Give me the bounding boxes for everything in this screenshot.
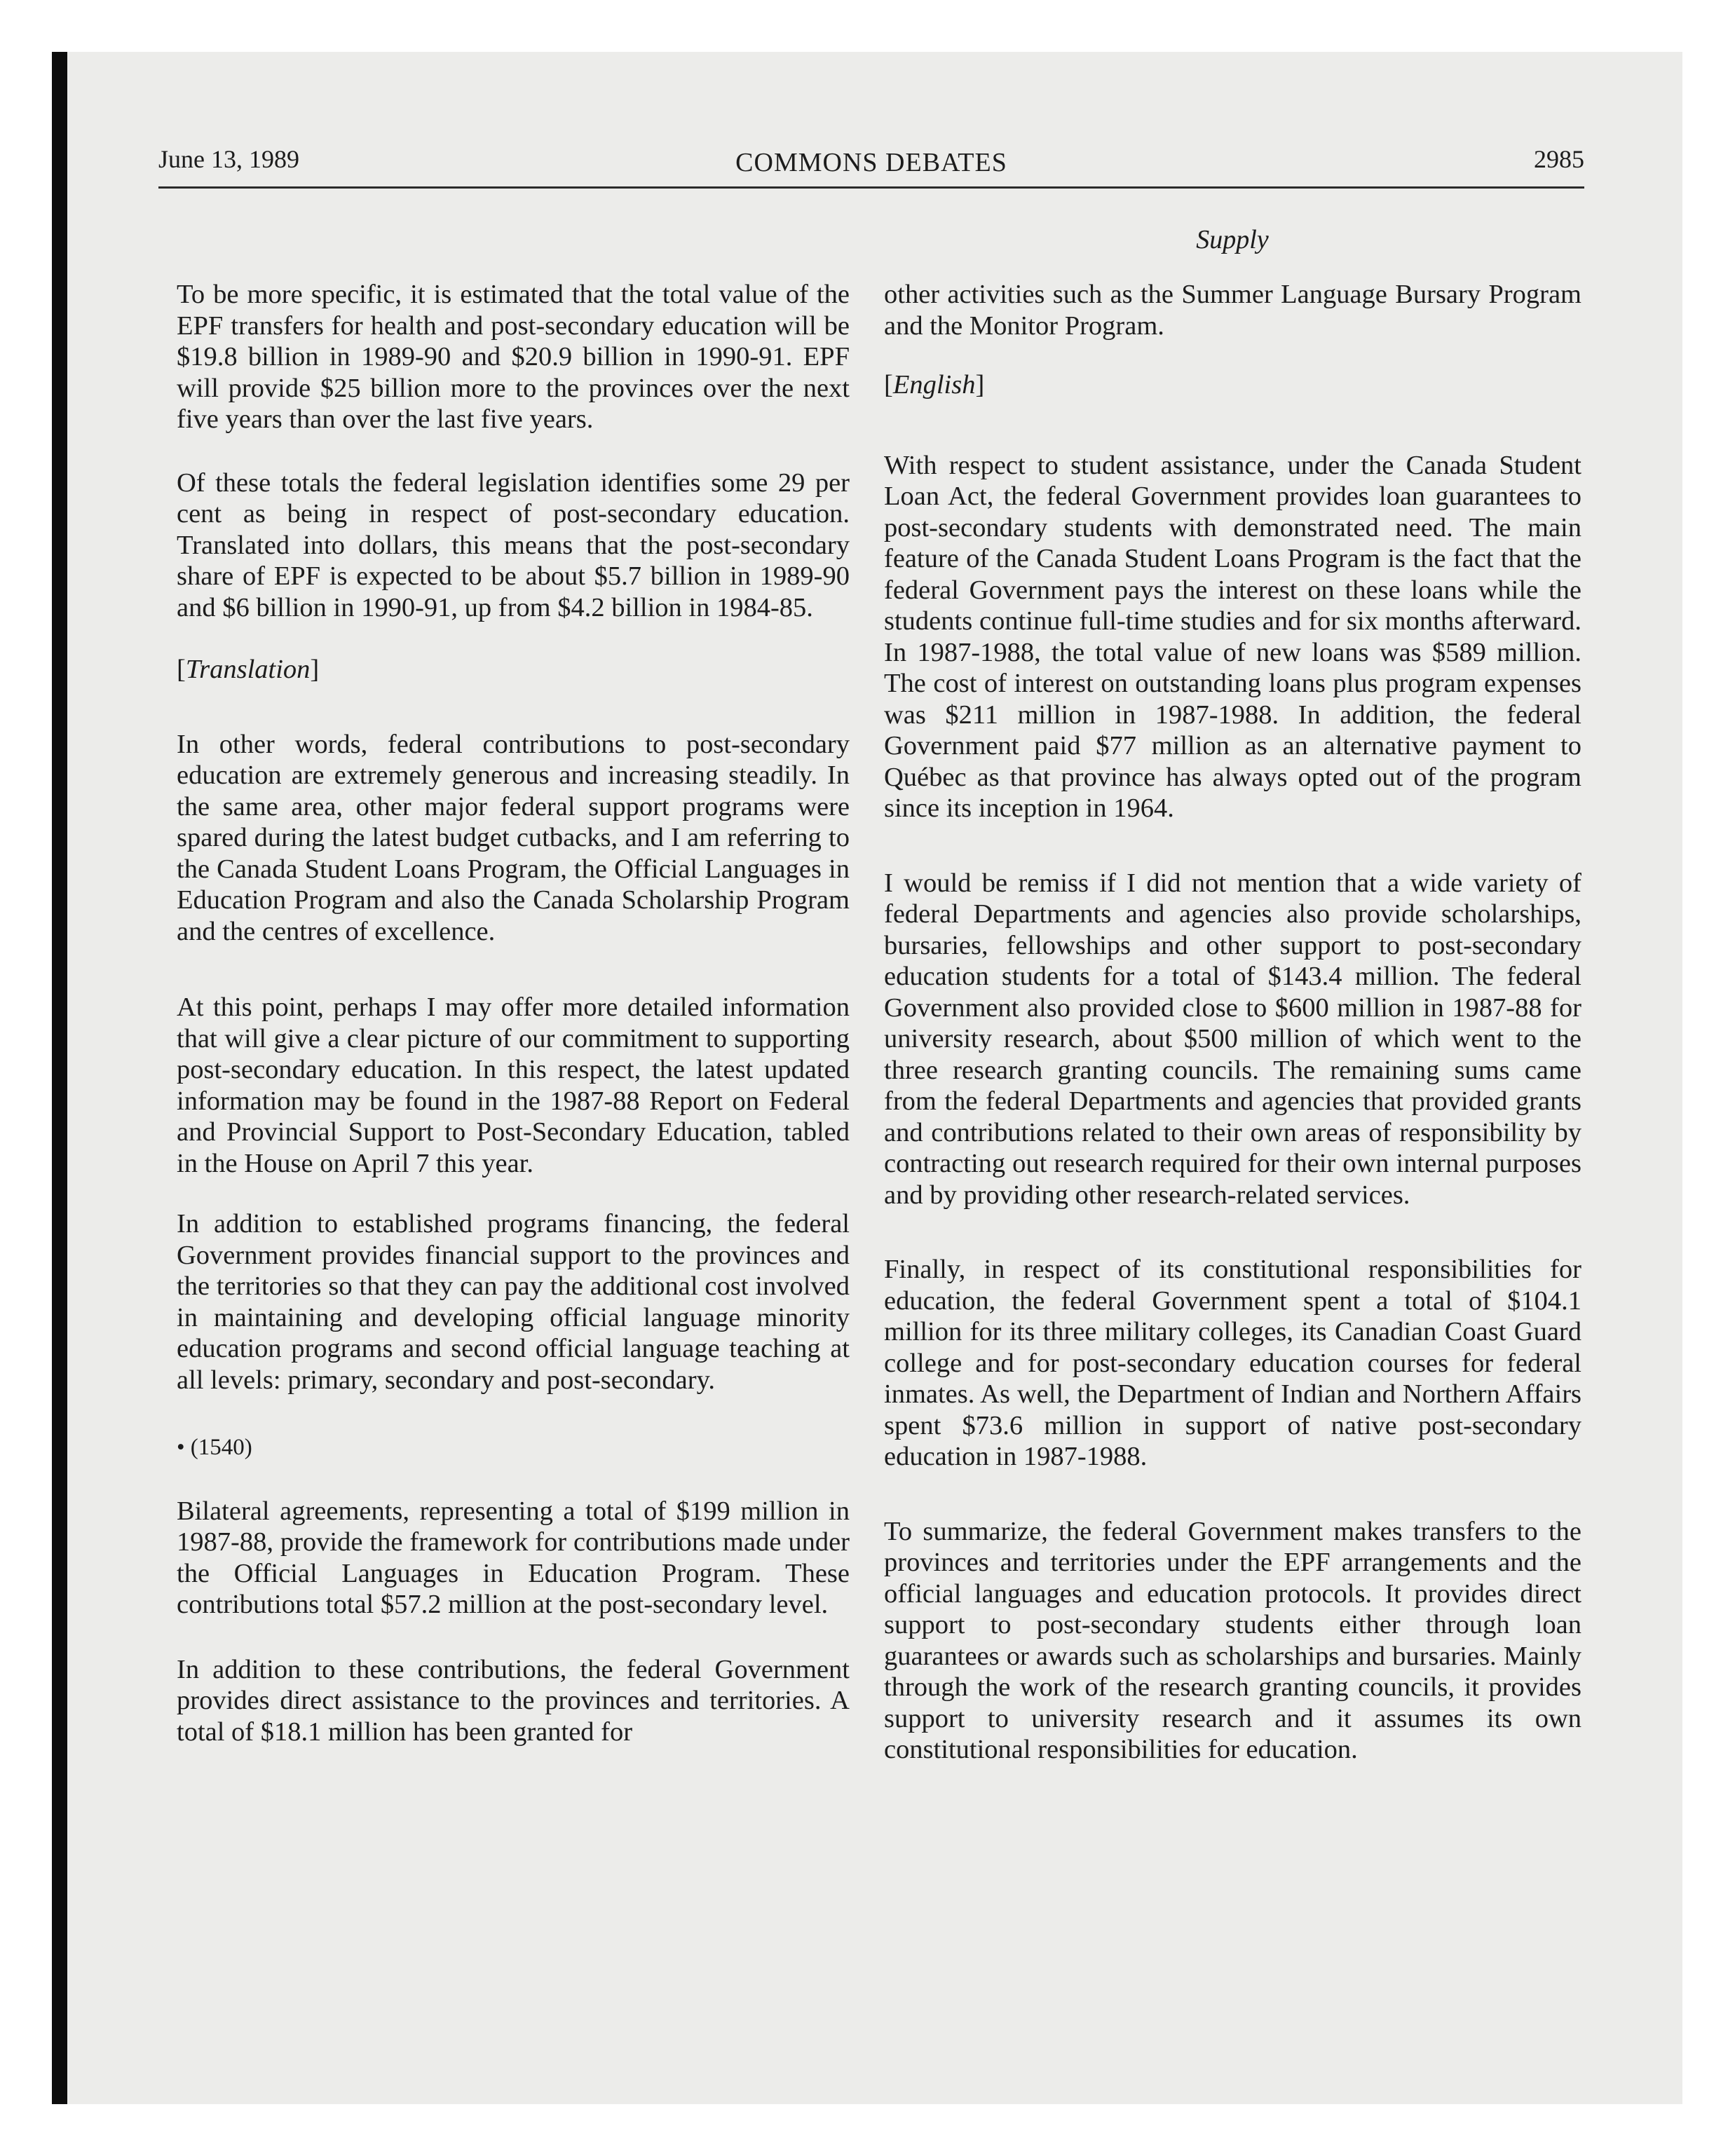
header-rule xyxy=(158,186,1584,189)
page-header xyxy=(158,144,1584,186)
header-date: June 13, 1989 xyxy=(158,145,299,173)
english-tag-text: English xyxy=(892,370,976,400)
translation-tag: [Translation] xyxy=(177,655,320,684)
paragraph: Bilateral agreements, representing a total of $199 million in 1987-88, provide the framework for contributions made under the Official Languages in Education Program. These contributions total $57.2 million at the post-secondary level. xyxy=(177,1496,850,1619)
binding-edge xyxy=(52,52,67,2104)
section-subject: Supply xyxy=(1196,225,1269,254)
english-tag: [English] xyxy=(884,370,985,400)
paragraph: In addition to these contributions, the federal Government provides direct assistance to the provinces and territories. A total of $18.1 million has been granted for xyxy=(177,1654,850,1747)
paragraph: I would be remiss if I did not mention that a wide variety of federal Departments and agencies also provide scholarships, bursaries, fellowships and other support to post-secondary education students for a total of $143.4 million. The federal Government also provided close to $600 million in 1987-88 for university research, about $500 million of which went to the three research granting councils. The remaining sums came from the federal Departments and agencies that provided grants and contributions related to their own areas of responsibility by contracting out research required for their own internal purposes and by providing other research-related services. xyxy=(884,868,1581,1210)
paragraph: In other words, federal contributions to post-secondary education are extremely generous and increasing steadily. In the same area, other major federal support programs were spared during the latest budget cutbacks, and I am referring to the Canada Student Loans Program, the Official Languages in Education Program and also the Canada Scholarship Program and the centres of excellence. xyxy=(177,729,850,946)
paragraph: Finally, in respect of its constitutional responsibilities for education, the federal Government spent a total of $104.1 million for its three military colleges, its Canadian Coast Guard college and for post-secondary education courses for federal inmates. As well, the Department of Indian and Northern Affairs spent $73.6 million in support of native post-secondary education in 1987-1988. xyxy=(884,1255,1581,1471)
paragraph: other activities such as the Summer Language Bursary Program and the Monitor Program. xyxy=(884,280,1581,341)
header-title: COMMONS DEBATES xyxy=(735,148,1007,177)
paragraph: To be more specific, it is estimated that the total value of the EPF transfers for health and post-secondary education will be $19.8 billion in 1989-90 and $20.9 billion in 1990-91. EPF will provide $25 billion more to the provinces over the next five years than over the last five years. xyxy=(177,280,850,434)
time-marker: • (1540) xyxy=(177,1435,252,1460)
paragraph: With respect to student assistance, under the Canada Student Loan Act, the federal Government provides loan guarantees to post-secondary students with demonstrated need. The main feature of the Canada Student Loans Program is the fact that the federal Government pays the interest on these loans while the students continue full-time studies and for six months afterward. In 1987-1988, the total value of new loans was $589 million. The cost of interest on outstanding loans plus program expenses was $211 million in 1987-1988. In addition, the federal Government paid $77 million as an alternative payment to Québec as that province has always opted out of the program since its inception in 1964. xyxy=(884,450,1581,823)
right-column xyxy=(884,279,1581,1796)
paragraph: Of these totals the federal legislation identifies some 29 per cent as being in respect of post-secondary education. Translated into dollars, this means that the post-secondary share of EPF is expected to be about $5.7 billion in 1989-90 and $6 billion in 1990-91, up from $4.2 billion in 1984-85. xyxy=(177,468,850,622)
paragraph: To summarize, the federal Government makes transfers to the provinces and territories under the EPF arrangements and the official languages and education protocols. It provides direct support to post-secondary students either through loan guarantees or awards such as scholarships and bursaries. Mainly through the work of the research granting councils, it provides support to university research and it assumes its own constitutional responsibilities for education. xyxy=(884,1516,1581,1764)
header-page-number: 2985 xyxy=(1534,145,1584,173)
left-column xyxy=(177,279,850,1778)
paragraph: At this point, perhaps I may offer more detailed information that will give a clear picture of our commitment to supporting post-secondary education. In this respect, the latest updated information may be found in the 1987-88 Report on Federal and Provincial Support to Post-Secondary Education, tabled in the House on April 7 this year. xyxy=(177,992,850,1178)
paragraph: In addition to established programs financing, the federal Government provides financial support to the provinces and the territories so that they can pay the additional cost involved in maintaining and developing official language minority education programs and second official language teaching at all levels: primary, secondary and post-secondary. xyxy=(177,1209,850,1395)
translation-tag-text: Translation xyxy=(185,655,311,684)
